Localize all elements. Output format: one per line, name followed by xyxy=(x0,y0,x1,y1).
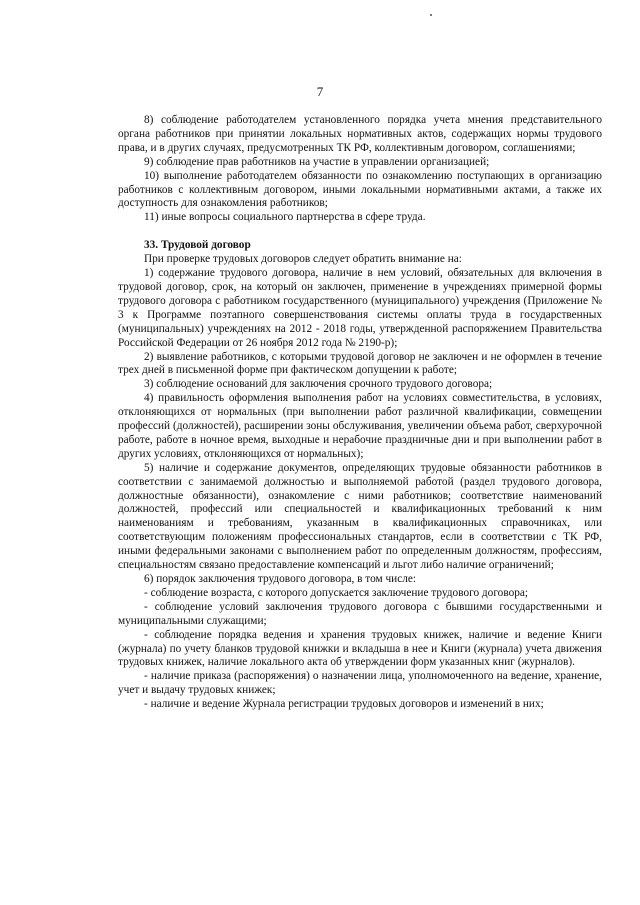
page-number: 7 xyxy=(316,84,324,99)
paragraph: - наличие и ведение Журнала регистрации трудовых договоров и изменений в них; xyxy=(144,698,544,711)
paragraph: - соблюдение возраста, с которого допускается заключение трудового договора; xyxy=(144,586,529,599)
section-heading: 33. Трудовой договор xyxy=(144,239,251,252)
paragraph: 5) наличие и содержание документов, определяющих трудовые обязанности работников в соответствии с занимаемой должностью и выполняемой работой (раздел трудового договора, должностные обязанности), ознакомление с ними работников; соответствие наименований должностей, профессий или специальностей и квалификационных требований к ним наименованиям и требованиям, указанным в квалификационных справочниках, или соответствующим положениям профессиональных стандартов, если в соответствии с ТК РФ, иными федеральными законами с выполнением работ по определенным должностям, профессиям, специальностям связано предоставление компенсаций и льгот либо наличие ограничений; xyxy=(118,461,602,572)
paragraph: - соблюдение порядка ведения и хранения трудовых книжек, наличие и ведение Книги (журнала) по учету бланков трудовой книжки и вкладыша в нее и Книги (журнала) учета движения трудовых книжек, наличие локального акта об утверждении форм указанных книг (журналов). xyxy=(118,628,602,669)
paragraph: 4) правильность оформления выполнения работ на условиях совместительства, в условиях, отклоняющихся от нормальных (при выполнении работ различной квалификации, совмещении профессий (должностей), расширении зоны обслуживания, увеличении объема работ, сверхурочной работе, работе в ночное время, выходные и нерабочие праздничные дни и при выполнении работ в других условиях, отклоняющихся от нормальных); xyxy=(118,392,602,460)
paragraph: 11) иные вопросы социального партнерства в сфере труда. xyxy=(144,211,426,224)
paragraph: 8) соблюдение работодателем установленного порядка учета мнения представительного органа работников при принятии локальных нормативных актов, содержащих нормы трудового права, и в других случаях, предусмотренных ТК РФ, коллективным договором, соглашениями; xyxy=(118,114,602,154)
scan-speck xyxy=(430,14,432,16)
paragraph: - соблюдение условий заключения трудового договора с бывшими государственными и муниципальными служащими; xyxy=(118,600,602,627)
paragraph: 6) порядок заключения трудового договора, в том числе: xyxy=(144,573,417,585)
paragraph: При проверке трудовых договоров следует обратить внимание на: xyxy=(144,253,462,266)
paragraph: 3) соблюдение оснований для заключения срочного трудового договора; xyxy=(144,378,493,391)
page-body xyxy=(118,114,602,712)
paragraph: 9) соблюдение прав работников на участие в управлении организацией; xyxy=(144,155,490,168)
paragraph: 1) содержание трудового договора, наличие в нем условий, обязательных для включения в трудовой договор, срок, на который он заключен, применение в учреждениях примерной формы трудового договора с работником государственного (муниципального) учреждения (Приложение № 3 к Программе поэтапного совершенствования системы оплаты труда в государственных (муниципальных) учреждениях на 2012 - 2018 годы, утвержденной распоряжением Правительства Российской Федерации от 26 ноября 2012 года № 2190-р); xyxy=(118,267,602,349)
paragraph: 2) выявление работников, с которыми трудовой договор не заключен и не оформлен в течение трех дней в письменной форме при фактическом допущении к работе; xyxy=(118,350,602,377)
paragraph: 10) выполнение работодателем обязанности по ознакомлению поступающих в организацию работников с коллективным договором, иными локальными нормативными актами, а также их доступность для ознакомления работников; xyxy=(118,169,602,210)
paragraph: - наличие приказа (распоряжения) о назначении лица, уполномоченного на ведение, хранение, учет и выдачу трудовых книжек; xyxy=(118,670,602,697)
